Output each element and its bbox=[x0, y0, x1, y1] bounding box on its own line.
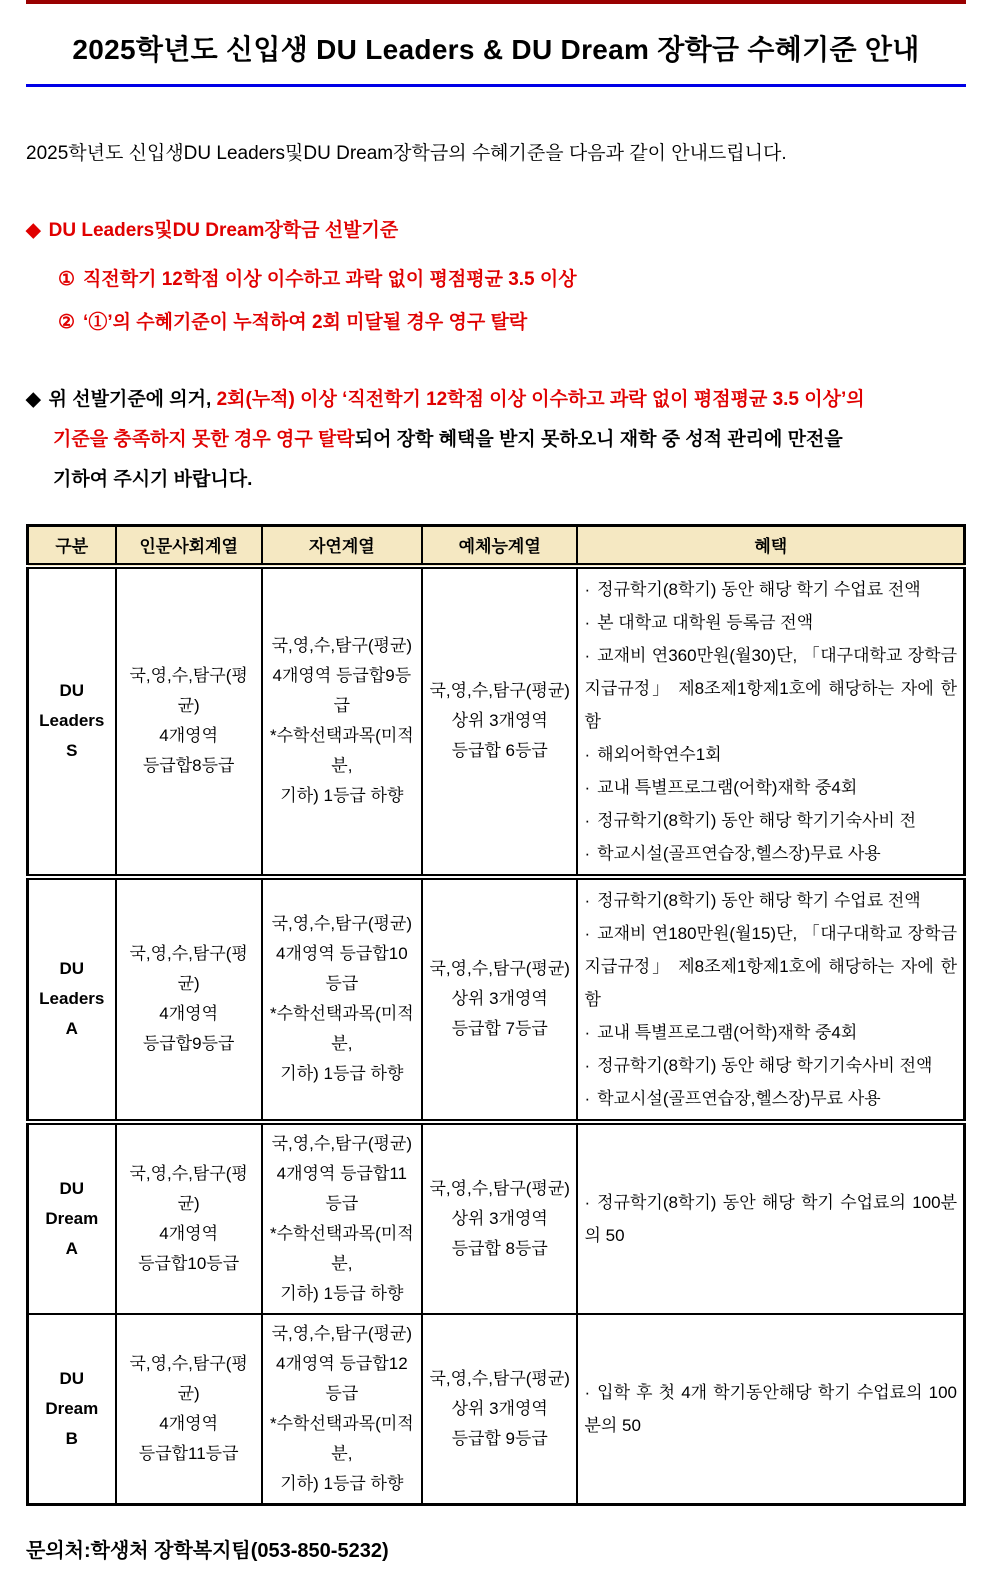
selection-criteria-section bbox=[26, 215, 966, 344]
cell-line: 등급합 8등급 bbox=[451, 1238, 548, 1258]
column-header-category: 구분 bbox=[28, 526, 116, 566]
criteria-item-2 bbox=[58, 301, 966, 344]
natural-sciences-cell bbox=[262, 1122, 422, 1314]
diamond-bullet-icon: ◆ bbox=[26, 389, 41, 410]
table-header-row bbox=[28, 526, 965, 566]
benefit-item bbox=[584, 1016, 957, 1049]
benefit-item bbox=[584, 884, 957, 917]
benefit-text: 본 대학교 대학원 등록금 전액 bbox=[597, 612, 814, 632]
cell-line: 4개영역 등급합9등급 bbox=[272, 666, 412, 715]
bullet-icon: · bbox=[584, 645, 591, 665]
table-row-du-dream-a bbox=[28, 1122, 965, 1314]
bullet-icon: · bbox=[584, 843, 591, 863]
cell-line: 등급합 9등급 bbox=[451, 1428, 548, 1448]
bullet-icon: · bbox=[584, 579, 591, 599]
benefit-item bbox=[584, 738, 957, 771]
benefit-text: 정규학기(8학기) 동안 해당 학기 수업료의 100분의 50 bbox=[584, 1192, 957, 1245]
warning-paragraph bbox=[26, 380, 966, 500]
benefit-item bbox=[584, 1049, 957, 1082]
category-cell bbox=[28, 566, 116, 877]
benefits-cell bbox=[577, 566, 964, 877]
benefit-item bbox=[584, 1186, 957, 1252]
warning-line-1 bbox=[26, 380, 966, 420]
bullet-icon: · bbox=[584, 612, 591, 632]
cell-line: 국,영,수,탐구(평균) bbox=[429, 1368, 570, 1388]
benefit-text: 학교시설(골프연습장,헬스장)무료 사용 bbox=[597, 1088, 881, 1108]
cell-line: 상위 3개영역 bbox=[451, 711, 548, 730]
benefits-cell bbox=[577, 877, 964, 1122]
column-header-arts-sports: 예체능계열 bbox=[422, 526, 578, 566]
category-cell bbox=[28, 1122, 116, 1314]
cell-line: *수학선택과목(미적분, bbox=[270, 1004, 414, 1053]
table-row-du-dream-b bbox=[28, 1314, 965, 1505]
column-header-natural-sciences: 자연계열 bbox=[262, 526, 422, 566]
cell-line: 기하) 1등급 하향 bbox=[280, 1473, 404, 1493]
column-header-benefits: 혜택 bbox=[577, 526, 964, 566]
diamond-bullet-icon: ◆ bbox=[26, 220, 41, 241]
cell-line: 국,영,수,탐구(평균) bbox=[129, 1353, 248, 1403]
cell-line: B bbox=[65, 1428, 78, 1448]
cell-line: 상위 3개영역 bbox=[451, 989, 548, 1008]
benefit-text: 교재비 연180만원(월15)단, 「대구대학교 장학금 지급규정」 제8조제1항제1호에 해당하는 자에 한함 bbox=[584, 923, 957, 1009]
warning-text-black: 되어 장학 혜택을 받지 못하오니 재학 중 성적 관리에 만전을 bbox=[354, 429, 843, 450]
cell-line: 국,영,수,탐구(평균) bbox=[271, 636, 413, 655]
warning-text-red: 기준을 충족하지 못한 경우 영구 탈락 bbox=[53, 429, 355, 450]
benefit-item bbox=[584, 1376, 957, 1442]
cell-line: 등급합10등급 bbox=[138, 1253, 240, 1273]
bullet-icon: · bbox=[584, 777, 591, 797]
table-row-du-leaders-s bbox=[28, 566, 965, 877]
criteria-item-text: 직전학기 12학점 이상 이수하고 과락 없이 평점평균 3.5 이상 bbox=[83, 269, 577, 290]
benefit-item bbox=[584, 639, 957, 738]
section-heading-text: DU Leaders및DU Dream장학금 선발기준 bbox=[48, 220, 399, 241]
cell-line: *수학선택과목(미적분, bbox=[270, 1413, 414, 1463]
cell-line: 국,영,수,탐구(평균) bbox=[429, 681, 570, 700]
cell-line: 기하) 1등급 하향 bbox=[280, 1064, 404, 1083]
cell-line: 국,영,수,탐구(평균) bbox=[271, 914, 413, 933]
benefit-item bbox=[584, 573, 957, 606]
cell-line: Leaders bbox=[39, 711, 105, 730]
table-row-du-leaders-a bbox=[28, 877, 965, 1122]
benefit-text: 정규학기(8학기) 동안 해당 학기 수업료 전액 bbox=[597, 579, 921, 599]
cell-line: 등급합9등급 bbox=[142, 1034, 235, 1053]
benefit-text: 입학 후 첫 4개 학기동안해당 학기 수업료의 100분의 50 bbox=[584, 1382, 957, 1435]
cell-line: DU bbox=[59, 1178, 85, 1198]
warning-text-black: 위 선발기준에 의거, bbox=[48, 389, 217, 410]
benefit-text: 정규학기(8학기) 동안 해당 학기기숙사비 전액 bbox=[597, 1055, 933, 1075]
cell-line: 상위 3개영역 bbox=[451, 1208, 548, 1228]
cell-line: A bbox=[65, 1238, 78, 1258]
cell-line: Dream bbox=[45, 1398, 99, 1418]
title-underline bbox=[26, 84, 966, 87]
warning-text-black: 기하여 주시기 바랍니다. bbox=[53, 469, 253, 490]
cell-line: 등급합 6등급 bbox=[451, 741, 548, 760]
cell-line: *수학선택과목(미적분, bbox=[270, 726, 414, 775]
warning-line-2 bbox=[26, 420, 966, 460]
cell-line: Dream bbox=[45, 1208, 99, 1228]
category-cell bbox=[28, 877, 116, 1122]
cell-line: 등급합8등급 bbox=[142, 756, 235, 775]
benefit-text: 학교시설(골프연습장,헬스장)무료 사용 bbox=[597, 843, 881, 863]
benefit-text: 교내 특별프로그램(어학)재학 중4회 bbox=[597, 1022, 858, 1042]
arts-sports-cell bbox=[422, 1122, 578, 1314]
section-heading bbox=[26, 215, 966, 242]
cell-line: DU bbox=[59, 959, 85, 978]
cell-line: 국,영,수,탐구(평균) bbox=[271, 1323, 413, 1343]
arts-sports-cell bbox=[422, 1314, 578, 1505]
cell-line: 등급합11등급 bbox=[138, 1443, 239, 1463]
cell-line: 4개영역 등급합10등급 bbox=[276, 944, 408, 993]
cell-line: 4개영역 등급합11등급 bbox=[276, 1163, 408, 1213]
cell-line: A bbox=[65, 1019, 78, 1038]
benefit-item bbox=[584, 804, 957, 837]
cell-line: 국,영,수,탐구(평균) bbox=[429, 959, 570, 978]
benefits-cell bbox=[577, 1122, 964, 1314]
benefit-text: 정규학기(8학기) 동안 해당 학기기숙사비 전 bbox=[597, 810, 916, 830]
cell-line: Leaders bbox=[39, 989, 105, 1008]
scholarship-table bbox=[26, 524, 966, 1506]
circled-number-icon: ② bbox=[58, 312, 76, 333]
bullet-icon: · bbox=[584, 1382, 591, 1402]
cell-line: 4개영역 bbox=[159, 1004, 219, 1023]
benefit-text: 교재비 연360만원(월30)단, 「대구대학교 장학금 지급규정」 제8조제1항제1호에 해당하는 자에 한함 bbox=[584, 645, 957, 731]
cell-line: S bbox=[66, 741, 78, 760]
cell-line: DU bbox=[59, 681, 85, 700]
cell-line: 4개영역 등급합12등급 bbox=[276, 1353, 408, 1403]
benefit-item bbox=[584, 917, 957, 1016]
cell-line: *수학선택과목(미적분, bbox=[270, 1223, 414, 1273]
cell-line: 4개영역 bbox=[159, 726, 219, 745]
arts-sports-cell bbox=[422, 566, 578, 877]
benefit-text: 해외어학연수1회 bbox=[597, 744, 722, 764]
column-header-humanities: 인문사회계열 bbox=[116, 526, 262, 566]
contact-info: 문의처:학생처 장학복지팀(053-850-5232) bbox=[26, 1539, 389, 1562]
cell-line: 4개영역 bbox=[159, 1223, 219, 1243]
warning-line-3 bbox=[26, 460, 966, 500]
humanities-cell bbox=[116, 1314, 262, 1505]
cell-line: 국,영,수,탐구(평균) bbox=[429, 1178, 570, 1198]
bullet-icon: · bbox=[584, 810, 591, 830]
cell-line: 국,영,수,탐구(평균) bbox=[129, 944, 248, 993]
bullet-icon: · bbox=[584, 1022, 591, 1042]
arts-sports-cell bbox=[422, 877, 578, 1122]
category-cell bbox=[28, 1314, 116, 1505]
natural-sciences-cell bbox=[262, 566, 422, 877]
bullet-icon: · bbox=[584, 744, 591, 764]
bullet-icon: · bbox=[584, 923, 591, 943]
bullet-icon: · bbox=[584, 1192, 591, 1212]
humanities-cell bbox=[116, 566, 262, 877]
warning-text-red: 2회(누적) 이상 ‘직전학기 12학점 이상 이수하고 과락 없이 평점평균 3.5 이상’의 bbox=[216, 389, 865, 410]
criteria-item-1 bbox=[58, 258, 966, 301]
natural-sciences-cell bbox=[262, 1314, 422, 1505]
cell-line: 상위 3개영역 bbox=[451, 1398, 548, 1418]
benefits-cell bbox=[577, 1314, 964, 1505]
cell-line: 국,영,수,탐구(평균) bbox=[271, 1133, 413, 1153]
bullet-icon: · bbox=[584, 1055, 591, 1075]
bullet-icon: · bbox=[584, 890, 591, 910]
benefit-item bbox=[584, 1082, 957, 1115]
humanities-cell bbox=[116, 877, 262, 1122]
benefit-item bbox=[584, 771, 957, 804]
cell-line: 기하) 1등급 하향 bbox=[280, 786, 404, 805]
humanities-cell bbox=[116, 1122, 262, 1314]
criteria-item-text: ‘①’의 수혜기준이 누적하여 2회 미달될 경우 영구 탈락 bbox=[83, 312, 528, 333]
intro-paragraph: 2025학년도 신입생DU Leaders및DU Dream장학금의 수혜기준을 다음과 같이 안내드립니다. bbox=[26, 143, 787, 164]
cell-line: 기하) 1등급 하향 bbox=[280, 1283, 404, 1303]
circled-number-icon: ① bbox=[58, 269, 76, 290]
cell-line: 4개영역 bbox=[159, 1413, 219, 1433]
natural-sciences-cell bbox=[262, 877, 422, 1122]
cell-line: 등급합 7등급 bbox=[451, 1019, 548, 1038]
benefit-text: 교내 특별프로그램(어학)재학 중4회 bbox=[597, 777, 858, 797]
page-title: 2025학년도 신입생 DU Leaders & DU Dream 장학금 수혜기준 안내 bbox=[72, 34, 920, 65]
cell-line: 국,영,수,탐구(평균) bbox=[129, 666, 248, 715]
benefit-item bbox=[584, 606, 957, 639]
benefit-text: 정규학기(8학기) 동안 해당 학기 수업료 전액 bbox=[597, 890, 921, 910]
criteria-list bbox=[58, 258, 966, 344]
bullet-icon: · bbox=[584, 1088, 591, 1108]
cell-line: 국,영,수,탐구(평균) bbox=[129, 1163, 248, 1213]
cell-line: DU bbox=[59, 1368, 85, 1388]
benefit-item bbox=[584, 837, 957, 870]
